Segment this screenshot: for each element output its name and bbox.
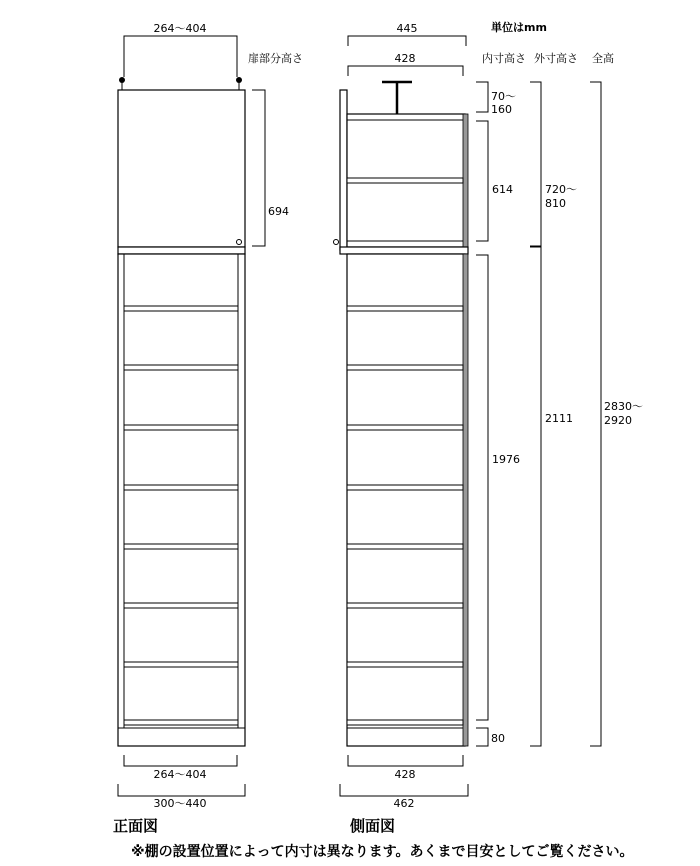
side-shelf-6 xyxy=(347,603,463,608)
front-shelf-1 xyxy=(124,306,238,311)
side-upper-back-panel xyxy=(463,114,468,247)
front-outer-width-line xyxy=(118,784,245,796)
side-shelf-3 xyxy=(347,425,463,430)
unit-label: 単位はmm xyxy=(491,21,547,34)
front-shelf-3 xyxy=(124,425,238,430)
side-upper-door-edge xyxy=(340,90,347,250)
front-view xyxy=(113,22,289,835)
upper-inner-line xyxy=(476,121,488,241)
side-lower-cabinet xyxy=(347,254,465,746)
side-view xyxy=(334,22,469,835)
side-door-knob xyxy=(334,240,339,245)
front-divider-plate xyxy=(118,247,245,254)
side-upper-shelf xyxy=(347,178,463,183)
front-top-width: 264〜404 xyxy=(153,22,207,35)
front-upper-door xyxy=(118,90,245,247)
lower-outer-value: 2111 xyxy=(545,412,573,425)
lower-inner-value: 1976 xyxy=(492,453,520,466)
total-height-line xyxy=(590,82,601,746)
front-inner-width-line xyxy=(124,755,237,766)
outer-height-header: 外寸高さ xyxy=(534,52,578,65)
door-height-value: 694 xyxy=(268,205,289,218)
front-inner-width: 264〜404 xyxy=(153,768,207,781)
front-shelf-2 xyxy=(124,365,238,370)
plinth-value: 80 xyxy=(491,732,505,745)
side-outer-depth-bottom-line xyxy=(340,784,468,796)
lower-inner-line xyxy=(476,255,488,720)
upper-inner-value: 614 xyxy=(492,183,513,196)
side-lower-back-panel xyxy=(463,254,468,746)
gap-top-line xyxy=(476,82,488,112)
side-depth-inner-top: 428 xyxy=(394,52,416,65)
front-top-width-line xyxy=(124,36,237,77)
lower-outer-line xyxy=(530,247,541,746)
side-depth-outer-top: 445 xyxy=(396,22,418,35)
side-depth-inner-bottom: 428 xyxy=(394,768,416,781)
side-divider-plate xyxy=(340,247,468,254)
front-outer-width: 300〜440 xyxy=(153,797,207,810)
footnote: ※棚の設置位置によって内寸は異なります。あくまで目安としてご覧ください。 xyxy=(131,844,634,860)
gap-top-a: 70〜 xyxy=(491,90,516,103)
side-inner-depth-line xyxy=(348,66,463,76)
side-shelf-1 xyxy=(347,306,463,311)
front-shelf-7 xyxy=(124,662,238,667)
total-b: 2920 xyxy=(604,414,632,427)
side-shelf-2 xyxy=(347,365,463,370)
height-dimensions xyxy=(476,82,643,746)
side-inner-depth-bottom-line xyxy=(348,755,463,766)
side-shelf-5 xyxy=(347,544,463,549)
side-shelf-4 xyxy=(347,485,463,490)
side-shelf-8 xyxy=(347,720,463,725)
door-height-line xyxy=(252,90,265,246)
front-shelf-8 xyxy=(124,720,238,725)
plinth-line xyxy=(476,728,488,746)
door-height-header: 扉部分高さ xyxy=(248,52,303,65)
front-shelf-5 xyxy=(124,544,238,549)
gap-top-b: 160 xyxy=(491,103,512,116)
total-height-header: 全高 xyxy=(592,52,614,65)
upper-outer-line xyxy=(530,82,541,246)
inner-height-header: 内寸高さ xyxy=(482,52,526,65)
upper-outer-b: 810 xyxy=(545,197,566,210)
front-view-caption: 正面図 xyxy=(113,817,159,835)
side-depth-outer-bottom: 462 xyxy=(393,797,415,810)
front-lower-cabinet xyxy=(118,254,245,746)
upper-outer-a: 720〜 xyxy=(545,183,577,196)
front-adjuster-right-knob xyxy=(236,77,242,83)
front-adjuster-left-knob xyxy=(119,77,125,83)
side-view-caption: 側面図 xyxy=(350,817,396,835)
side-shelf-7 xyxy=(347,662,463,667)
front-shelf-6 xyxy=(124,603,238,608)
front-shelf-4 xyxy=(124,485,238,490)
total-a: 2830〜 xyxy=(604,400,643,413)
side-outer-depth-line xyxy=(348,36,466,46)
